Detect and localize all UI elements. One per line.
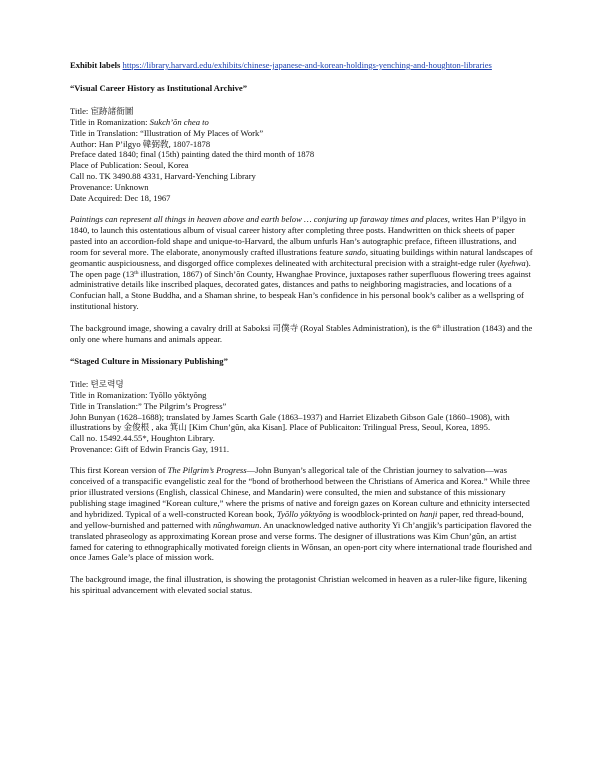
section1-background-note: The background image, showing a cavalry drill at Saboksi 司僕寺 (Royal Stables Administration), is the 6th illustration (1843) and the only one where humans and animals appear. bbox=[70, 323, 533, 345]
exhibit-labels-line bbox=[70, 60, 536, 71]
section2-meta-translation: Title in Translation:” The Pilgrim’s Progress” bbox=[70, 400, 227, 411]
section2-metadata bbox=[70, 379, 536, 455]
document-page bbox=[70, 0, 536, 596]
section1-meta-translation: Title in Translation: “Illustration of My Places of Work” bbox=[70, 127, 264, 138]
section2-background-note: The background image, the final illustration, is showing the protagonist Christian welcomed in heaven as a ruler-like figure, likening his spiritual advancement with elevated social status. bbox=[70, 574, 527, 596]
section1-quote: Paintings can represent all things in heaven above and earth below … conjuring up faraway times and places bbox=[70, 213, 448, 224]
section2-meta-provenance: Provenance: Gift of Edwin Francis Gay, 1911. bbox=[70, 444, 230, 455]
section2-meta-authors: John Bunyan (1628–1688); translated by James Scarth Gale (1863–1937) and Harriet Elizabeth Gibson Gale (1860–1908), with illustrations by 金俊根 , aka 箕山 [Kim Chun’gŭn, aka Kisan]. Place of Publicaiton: Trilingual Press, Seoul, Korea, 1895. bbox=[70, 411, 510, 433]
section2-paragraph: This first Korean version of The Pilgrim’s Progress—John Bunyan’s allegorical tale of the Christian journey to salvation—was conceived of a transpacific evangelistic zeal for the “bond of brotherhood between the Christians of America and Korea.” While three prior illustrated versions (English, classical Chinese, and Mandarin) were consulted, the mien and substance of this missionary publishing stage imagined “Korean culture,” where the prisms of native and foreign gazes on Korean culture and ethnicity intersected and hybridized. Typical of a well-constructed Korean book, Tyŏllo yŏktyŏng is woodblock-printed on hanji paper, red thread-bound, and yellow-burnished and patterned with nŭnghwamun. An unacknowledged native authority Yi Ch’angjik’s participation flavored the translated phraseology as approximating Korean prose and verse forms. The designer of illustrations was Kim Chun’gŭn, an artist famed for catering to ethnographically motivated foreign clients in Wŏnsan, an open-port city where international trade flourished and once James Gale’s place of mission work. bbox=[70, 465, 532, 563]
section2-meta-romanization: Title in Romanization: Tyŏllo yŏktyŏng bbox=[70, 389, 207, 400]
section1-meta-place: Place of Publication: Seoul, Korea bbox=[70, 160, 189, 171]
section1-title: “Visual Career History as Institutional Archive” bbox=[70, 82, 248, 93]
section1-metadata bbox=[70, 106, 536, 204]
section1-paragraph: Paintings can represent all things in heaven above and earth below … conjuring up faraway times and places, writes Han P’ilgyo in 1840, to launch this ostentatious album of visual career history after completing three posts. Handwritten on thick sheets of paper pasted into an accordion-fold shape and unique-to-Harvard, the album unfurls Han’s autographic preface, fifteen illustrations, and room for several more. The elaborate, anonymously crafted illustrations feature sando, situating buildings within natural landscapes of geomantic auspiciousness, and disgorged office complexes delineated with architectural precision with a straight-edge ruler (kyehwa). The open page (13th illustration, 1867) of Sinch’ŏn County, Hwanghae Province, juxtaposes rather superfluous flowering trees against administrative details like inscribed plaques, decorated gates, distances and paths to neighboring magistracies, and locations of a Confucian hall, a Stone Buddha, and a Shaman shrine, to bespeak Han’s confidence in his personal book’s caliber as a wellspring of institutional history. bbox=[70, 213, 533, 312]
exhibit-labels-heading: Exhibit labels bbox=[70, 60, 121, 70]
section2-meta-title: Title: 텬로력뎡 bbox=[70, 378, 124, 389]
section1-meta-title: Title: 宦跡諸衙圖 bbox=[70, 105, 134, 116]
section1-meta-preface: Preface dated 1840; final (15th) painting dated the third month of 1878 bbox=[70, 149, 315, 160]
section2-meta-callno: Call no. 15492.44.55*, Houghton Library. bbox=[70, 433, 215, 444]
section1-meta-author: Author: Han P’ilgyo 韓弼敎, 1807-1878 bbox=[70, 138, 211, 149]
section1-meta-date: Date Acquired: Dec 18, 1967 bbox=[70, 193, 171, 204]
section1-meta-romanization: Title in Romanization: Sukch’ŏn chea to bbox=[70, 116, 209, 127]
exhibit-url-link[interactable]: https://library.harvard.edu/exhibits/chinese-japanese-and-korean-holdings-yenching-and-houghton-libraries bbox=[122, 60, 492, 70]
section1-meta-provenance: Provenance: Unknown bbox=[70, 182, 149, 193]
section2-title: “Staged Culture in Missionary Publishing” bbox=[70, 355, 228, 366]
section1-meta-callno: Call no. TK 3490.88 4331, Harvard-Yenching Library bbox=[70, 171, 256, 182]
